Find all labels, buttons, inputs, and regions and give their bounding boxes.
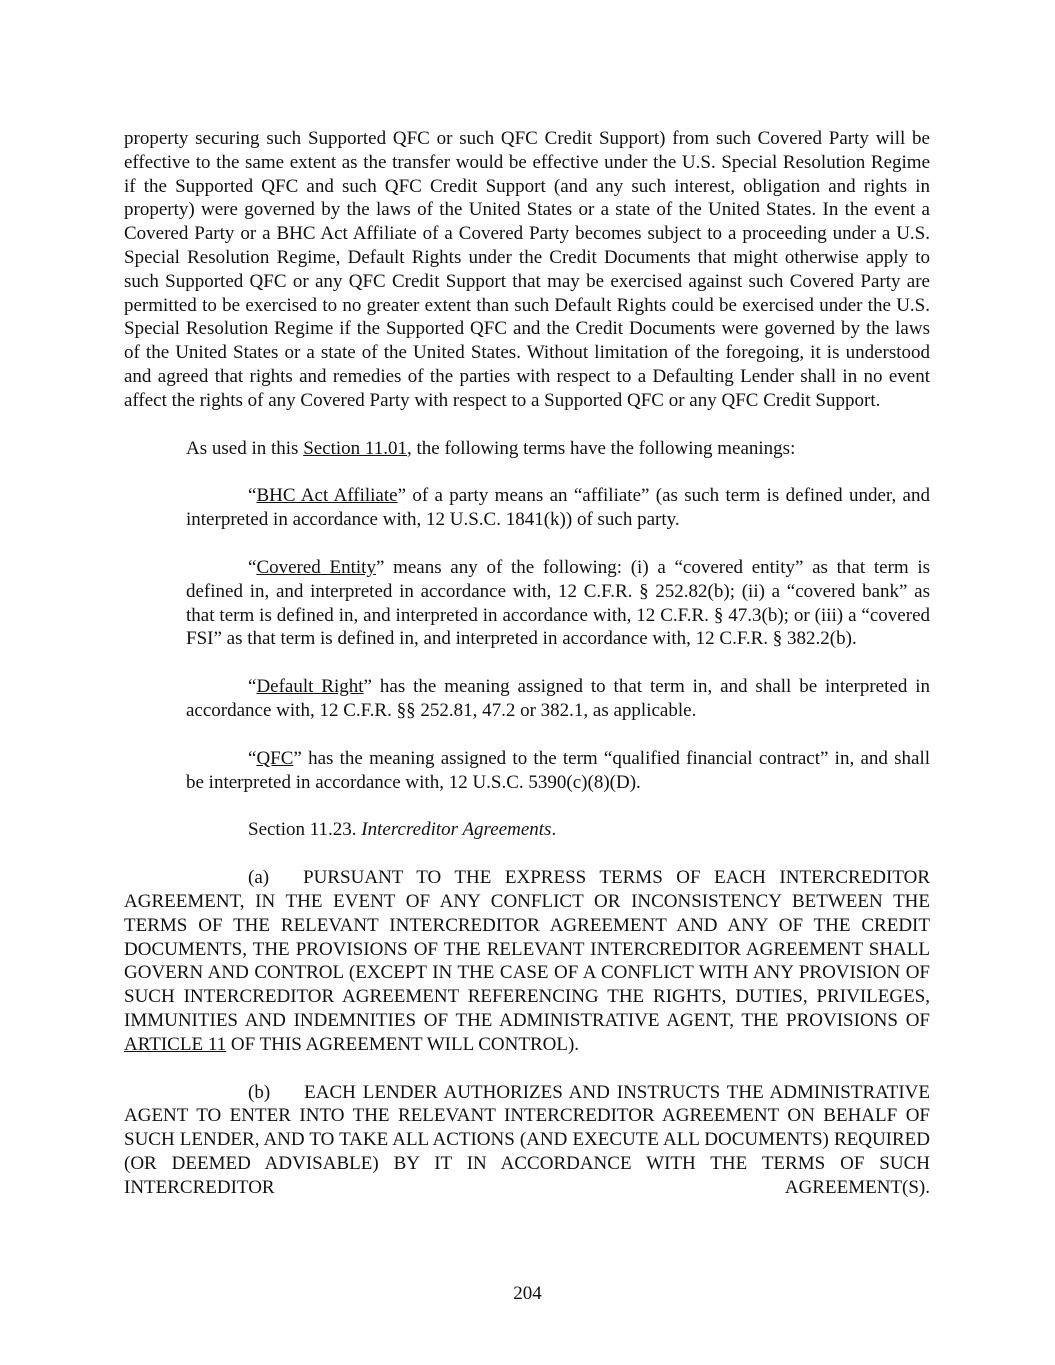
page-number: 204 — [513, 1283, 542, 1304]
clause-a-text: PURSUANT TO THE EXPRESS TERMS OF EACH INTERCREDITOR AGREEMENT, IN THE EVENT OF ANY CONFLICT OR INCONSISTENCY BETWEEN THE TERMS OF THE RELEVANT INTERCREDITOR AGREEMENT AND ANY OF THE CREDIT DOCUMENTS, THE PROVISIONS OF THE RELEVANT INTERCREDITOR AGREEMENT SHALL GOVERN AND CONTROL (EXCEPT IN THE CASE OF A CONFLICT WITH ANY PROVISION OF SUCH INTERCREDITOR AGREEMENT REFERENCING THE RIGHTS, DUTIES, PRIVILEGES, IMMUNITIES AND INDEMNITIES OF THE ADMINISTRATIVE AGENT, THE PROVISIONS OF — [124, 867, 930, 1031]
definition-body: ” of a party means an “affiliate” (as such term is defined under, and interpreted in accordance with, 12 U.S.C. 1841(k)) of such party. — [186, 485, 930, 531]
definition-open-quote: “ — [248, 556, 257, 578]
terms-intro — [124, 437, 930, 461]
terms-intro-before: As used in this — [186, 437, 304, 459]
clause-b-text: EACH LENDER AUTHORIZES AND INSTRUCTS THE ADMINISTRATIVE AGENT TO ENTER INTO THE RELEVANT INTERCREDITOR AGREEMENT ON BEHALF OF SUCH LENDER, AND TO TAKE ALL ACTIONS (AND EXECUTE ALL DOCUMENTS) REQUIRED (OR DEEMED ADVISABLE) BY IT IN ACCORDANCE WITH THE TERMS OF SUCH INTERCREDITOR AGREEMENT(S). — [124, 1081, 930, 1198]
defined-term: Covered Entity — [256, 556, 376, 578]
section-title: Intercreditor Agreements — [361, 819, 552, 841]
defined-term: BHC Act Affiliate — [256, 485, 398, 507]
definition-default-right — [186, 675, 930, 723]
clause-a — [124, 866, 930, 1056]
section-title-period: . — [551, 819, 557, 841]
document-page — [124, 127, 930, 1199]
clause-a-label: (a) — [248, 867, 270, 889]
defined-term: Default Right — [256, 676, 364, 698]
section-heading — [248, 818, 930, 842]
article-reference-link: ARTICLE 11 — [124, 1033, 227, 1055]
definition-body: ” means any of the following: (i) a “covered entity” as that term is defined in, and interpreted in accordance with, 12 C.F.R. § 252.82(b); (ii) a “covered bank” as that term is defined in, and interpreted in accordance with, 12 C.F.R. § 47.3(b); or (iii) a “covered FSI” as that term is defined in, and interpreted in accordance with, 12 C.F.R. § 382.2(b). — [186, 556, 931, 650]
section-number: Section 11.23. — [248, 819, 362, 841]
clause-b — [124, 1081, 930, 1200]
definition-body: ” has the meaning assigned to that term in, and shall be interpreted in accordance with, 12 C.F.R. §§ 252.81, 47.2 or 382.1, as applicable. — [186, 676, 931, 721]
definition-body: ” has the meaning assigned to the term “qualified financial contract” in, and shall be interpreted in accordance with, 12 U.S.C. 5390(c)(8)(D). — [186, 747, 930, 793]
definition-bhc-act-affiliate — [186, 484, 930, 532]
clause-b-label: (b) — [248, 1081, 271, 1103]
definition-qfc — [186, 747, 930, 795]
definition-open-quote: “ — [248, 676, 257, 698]
definition-open-quote: “ — [248, 747, 257, 769]
clause-a-text-end: OF THIS AGREEMENT WILL CONTROL). — [226, 1033, 580, 1055]
opening-paragraph: property securing such Supported QFC or such QFC Credit Support) from such Covered Party will be effective to the same extent as the transfer would be effective under the U.S. Special Resolution Regime if the Supported QFC and such QFC Credit Support (and any such interest, obligation and rights in property) were governed by the laws of the United States or a state of the United States. In the event a Covered Party or a BHC Act Affiliate of a Covered Party becomes subject to a proceeding under a U.S. Special Resolution Regime, Default Rights under the Credit Documents that might otherwise apply to such Supported QFC or any QFC Credit Support that may be exercised against such Covered Party are permitted to be exercised to no greater extent than such Default Rights could be exercised under the U.S. Special Resolution Regime if the Supported QFC and the Credit Documents were governed by the laws of the United States or a state of the United States. Without limitation of the foregoing, it is understood and agreed that rights and remedies of the parties with respect to a Defaulting Lender shall in no event affect the rights of any Covered Party with respect to a Supported QFC or any QFC Credit Support. — [124, 128, 930, 411]
definition-covered-entity — [186, 556, 930, 651]
definition-open-quote: “ — [248, 485, 257, 507]
terms-intro-after: , the following terms have the following meanings: — [406, 437, 796, 459]
section-reference-link: Section 11.01 — [303, 437, 407, 459]
defined-term: QFC — [256, 747, 294, 769]
